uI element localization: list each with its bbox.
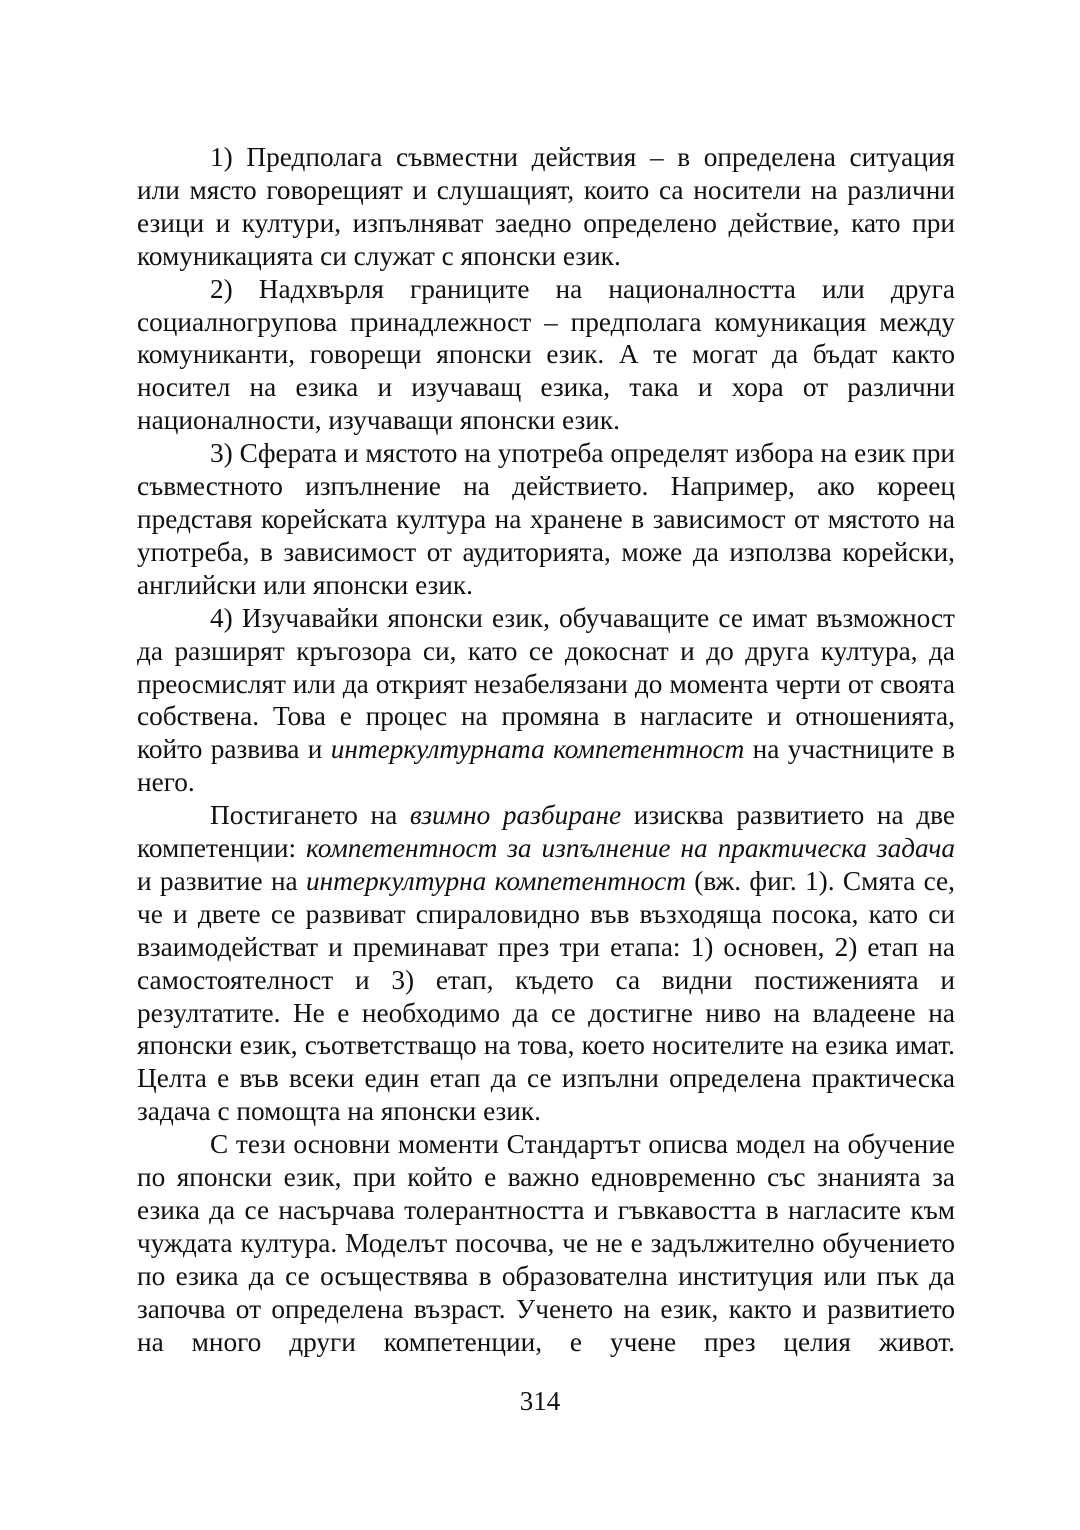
paragraph-5-emphasis-2: компетентност за изпълнение на практическа задача (306, 833, 955, 864)
paragraph-4-text-a: 4) Изучавайки японски език, обучаващите се имат възможност да разширят кръгозора си, като се докоснат и до друга култура, да преосмислят или да открият незабелязани до момента черти от своята собствена. Това е процес на промяна в нагласите и отношенията, който развива и (137, 602, 955, 765)
paragraph-6: С тези основни моменти Стандартът описва модел на обучение по японски език, при който е важно едновременно със знанията за езика да се насърчава толерантността и гъвкавостта в нагласите към чуждата култура. Моделът посочва, че не е задължително обучението по езика да се осъществява в образователна институция или пък да започва от определена възраст. Ученето на език, както и развитието на много други компетенции, е учене през целия живот. (137, 1129, 955, 1357)
paragraph-5-emphasis-3: интеркултурна компетентност (305, 865, 686, 896)
paragraph-1: 1) Предполага съвместни действия – в определена ситуация или място говорещият и слушащият, които са носители на различни езици и култури, изпълняват заедно определено действие, като при комуникацията си служат с японски език. (137, 142, 955, 271)
paragraph-5-emphasis-1: взимно разбиране (409, 800, 622, 831)
paragraph-5-text-c: и развитие на (137, 865, 306, 896)
paragraph-2: 2) Надхвърля границите на националността или друга социалногрупова принадлежност – предполага комуникация между комуниканти, говорещи японски език. А те могат да бъдат както носител на езика и изучаващ езика, така и хора от различни националности, изучаващи японски език. (137, 273, 955, 436)
paragraph-4-text-b: на участниците в него. (137, 734, 955, 798)
paragraph-4-emphasis: интеркултурната компетентност (330, 734, 745, 765)
paragraph-5-text-b: изисква развитието на две компетенции: (137, 800, 955, 864)
page-number: 314 (519, 1386, 561, 1416)
paragraph-5-text-a: Постигането на (210, 800, 410, 831)
paragraph-5-text-d: (вж. фиг. 1). Смята се, че и двете се развиват спираловидно във възходяща посока, като си взаимодействат и преминават през три етапа: 1) основен, 2) етап на самостоятелност и 3) етап, където са видни постиженията и резултатите. Не е необходимо да се достигне ниво на владеене на японски език, съответстващо на това, което носителите на езика имат. Целта е във всеки един етап да се изпълни определена практическа задача с помощта на японски език. (137, 865, 955, 1127)
paragraph-5 (137, 799, 955, 1128)
paragraph-4 (137, 602, 955, 799)
page-body (137, 141, 955, 1359)
paragraph-3: 3) Сферата и мястото на употреба определят избора на език при съвместното изпълнение на действието. Например, ако кореец представя корейската култура на хранене в зависимост от мястото на употреба, в зависимост от аудиторията, може да използва корейски, английски или японски език. (137, 438, 955, 600)
